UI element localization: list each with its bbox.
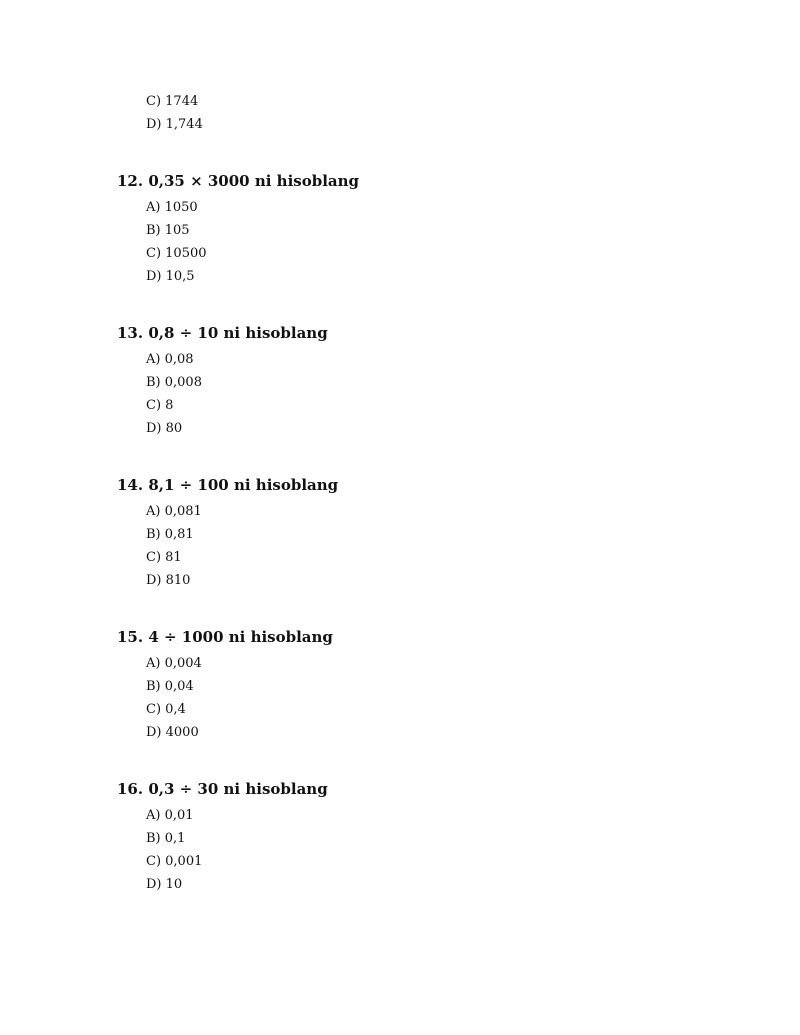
question-title: 13. 0,8 ÷ 10 ni hisoblang bbox=[117, 324, 328, 342]
option-c: C) 1744 bbox=[146, 94, 199, 109]
option-c: C) 81 bbox=[146, 550, 182, 565]
question-title: 12. 0,35 × 3000 ni hisoblang bbox=[117, 172, 360, 190]
question-title: 16. 0,3 ÷ 30 ni hisoblang bbox=[117, 780, 328, 798]
question-title: 15. 4 ÷ 1000 ni hisoblang bbox=[117, 628, 333, 646]
option-a: A) 0,081 bbox=[146, 504, 202, 519]
option-b: B) 105 bbox=[146, 223, 190, 238]
option-c: C) 0,001 bbox=[146, 854, 203, 869]
option-b: B) 0,008 bbox=[146, 375, 202, 390]
option-d: D) 10,5 bbox=[146, 269, 195, 284]
option-c: C) 10500 bbox=[146, 246, 207, 261]
option-d: D) 10 bbox=[146, 877, 183, 892]
option-d: D) 1,744 bbox=[146, 117, 203, 132]
option-a: A) 0,01 bbox=[146, 808, 194, 823]
option-d: D) 4000 bbox=[146, 725, 199, 740]
question-title: 14. 8,1 ÷ 100 ni hisoblang bbox=[117, 476, 339, 494]
option-b: B) 0,1 bbox=[146, 831, 186, 846]
option-c: C) 8 bbox=[146, 398, 174, 413]
option-b: B) 0,04 bbox=[146, 679, 194, 694]
option-a: A) 0,004 bbox=[146, 656, 202, 671]
option-a: A) 1050 bbox=[146, 200, 198, 215]
option-b: B) 0,81 bbox=[146, 527, 194, 542]
option-a: A) 0,08 bbox=[146, 352, 194, 367]
option-d: D) 810 bbox=[146, 573, 191, 588]
option-d: D) 80 bbox=[146, 421, 183, 436]
option-c: C) 0,4 bbox=[146, 702, 186, 717]
